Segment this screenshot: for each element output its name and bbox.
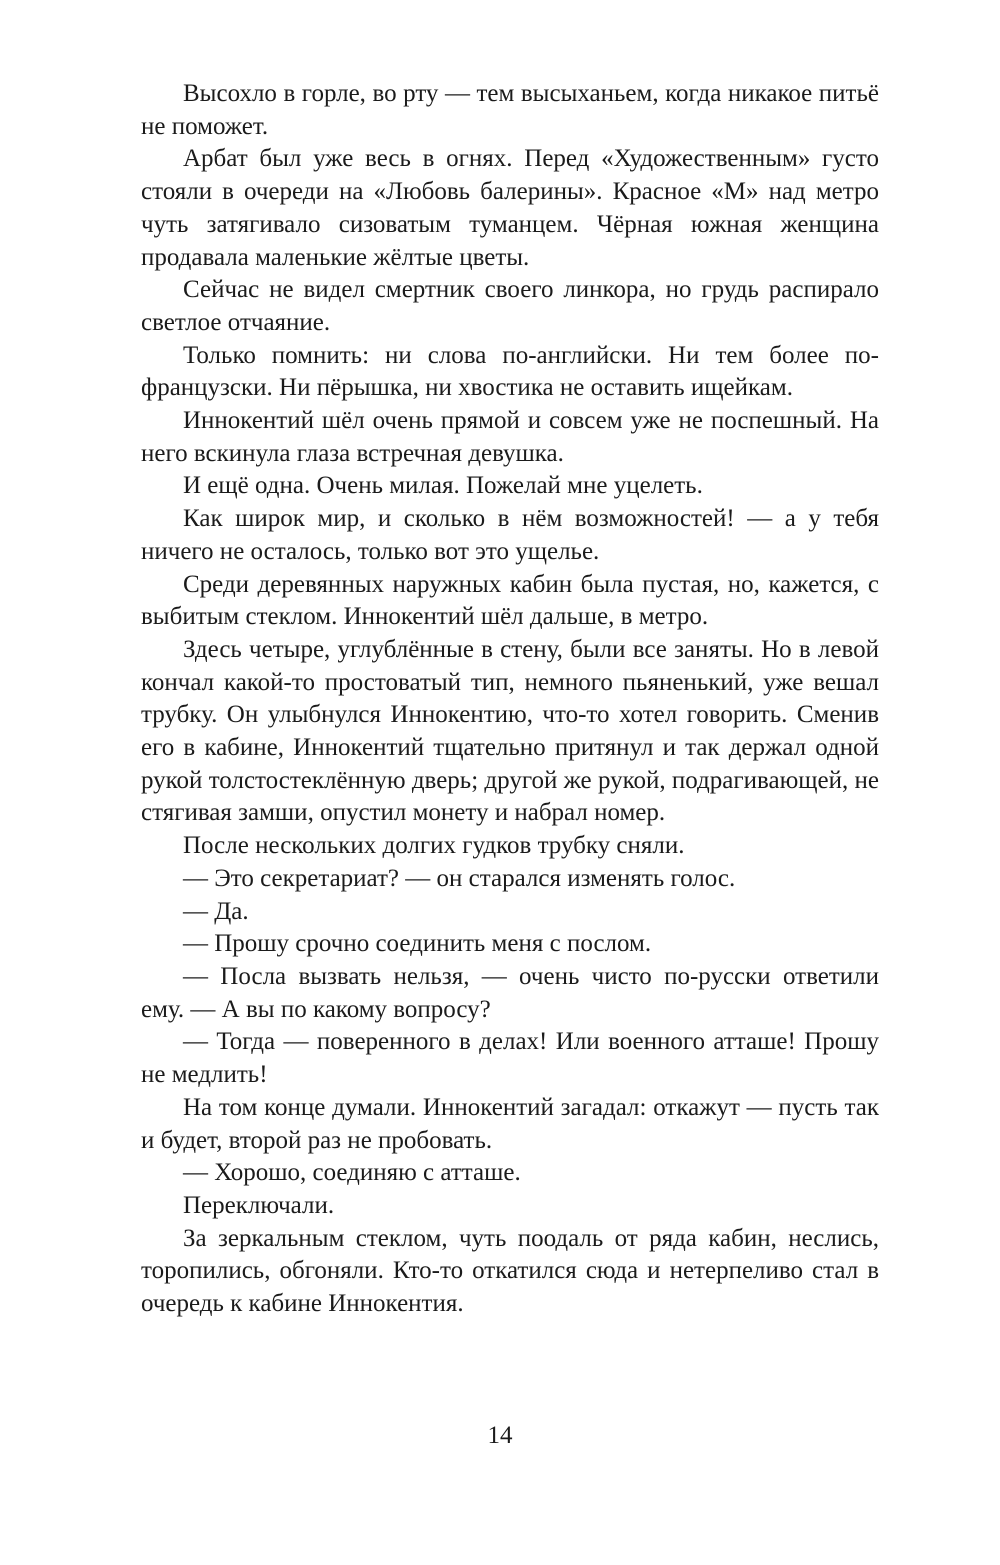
dialogue-line: — Да.: [183, 897, 249, 925]
dialogue-line: — Хорошо, соединяю с атташе.: [183, 1159, 521, 1187]
paragraph: На том конце думали. Иннокентий загадал: откажут — пусть так и будет, второй раз не пробовать.: [141, 1093, 879, 1154]
paragraph: Высохло в горле, во рту — тем высыханьем, когда никакое питьё не поможет.: [141, 80, 879, 140]
paragraph: Переключали.: [183, 1191, 335, 1219]
paragraph: За зеркальным стеклом, чуть поодаль от ряда кабин, неслись, торопились, обгоняли. Кто-то откатился сюда и нетерпеливо стал в очередь к кабине Иннокентия.: [141, 1224, 879, 1318]
paragraph: Сейчас не видел смертник своего линкора, но грудь распирало светлое отчаяние.: [141, 276, 879, 336]
dialogue-line: — Тогда — поверенного в делах! Или военного атташе! Прошу не медлить!: [141, 1028, 879, 1089]
dialogue-line: — Посла вызвать нельзя, — очень чисто по-русски ответили ему. — А вы по какому вопросу?: [141, 962, 879, 1023]
paragraph: Здесь четыре, углублённые в стену, были все заняты. Но в левой кончал какой-то простоватый тип, немного пьяненький, уже вешал трубку. Он улыбнулся Иннокентию, что-то хотел говорить. Сменив его в кабине, Иннокентий тщательно притянул и так держал одной рукой толстостеклённую дверь; другой же рукой, подрагивающей, не стягивая замши, опустил монету и набрал номер.: [141, 635, 879, 827]
page-body: [141, 78, 879, 1321]
paragraph: Среди деревянных наружных кабин была пустая, но, кажется, с выбитым стеклом. Иннокентий шёл дальше, в метро.: [141, 570, 879, 631]
paragraph: После нескольких долгих гудков трубку сняли.: [183, 832, 685, 860]
paragraph: Как широк мир, и сколько в нём возможностей! — а у тебя ничего не осталось, только вот это ущелье.: [141, 505, 879, 565]
dialogue-line: — Это секретариат? — он старался изменять голос.: [183, 864, 736, 892]
paragraph: Иннокентий шёл очень прямой и совсем уже не поспешный. На него вскинула глаза встречная девушка.: [141, 407, 879, 467]
page-number: 14: [487, 1422, 513, 1449]
paragraph: Арбат был уже весь в огнях. Перед «Художественным» густо стояли в очереди на «Любовь балерины». Красное «М» над метро чуть затягивало сизоватым туманцем. Чёрная южная женщина продавала маленькие жёлтые цветы.: [141, 145, 879, 271]
dialogue-line: — Прошу срочно соединить меня с послом.: [183, 930, 652, 958]
paragraph: И ещё одна. Очень милая. Пожелай мне уцелеть.: [183, 472, 703, 500]
paragraph: Только помнить: ни слова по-английски. Ни тем более по-французски. Ни пёрышка, ни хвостика не оставить ищейкам.: [141, 341, 879, 402]
